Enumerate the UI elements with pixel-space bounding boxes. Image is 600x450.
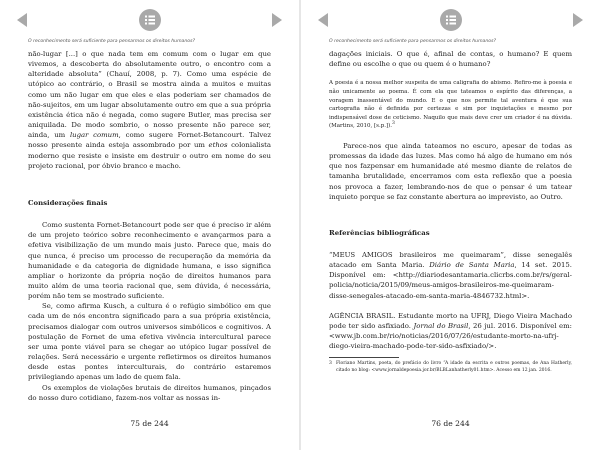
paragraph: Como sustenta Fornet-Betancourt pode ser que é preciso ir além de um projeto teórico sobre reconhecimento e avançarmos para a efetiva visibilização de um mundo mais justo. Parece que, mais do que nunca, é preciso um processo de recuperação da memória da humanidade e da categoria de dignidade humana, e isso significa ampliar o horizonte da própria noção de direitos humanos para muito além de uma teoria racional que, sem dúvida, é necessária, porém não tem se mostrado suficiente. [28,221,271,301]
prev-page-button[interactable] [315,11,331,29]
footnote-reference[interactable]: 3 [392,121,395,127]
paragraph: Se, como afirma Kusch, a cultura é o refúgio simbólico em que cada um de nós encontra significado para a sua própria existência, precisamos dialogar com outros universos simbólicos e cognitivos. A postulação de Fornet de uma efetiva vivência intercultural parece ser uma ponte viável para se chegar ao utópico lugar possível de relações. Será necessário e urgente refletirmos os direitos humanos desde estas pontes interculturais, do contrário estaremos privilegiando apenas um lado de quem fala. [28,302,271,382]
page-number: 76 de 244 [431,419,470,428]
right-page [301,0,600,450]
reference-entry: “MEUS AMIGOS brasileiros me queimaram”, disse senegalês atacado em Santa Maria. Diário de Santa Maria, 14 set. 2015. Disponível em: <http://diariodesantamaria.clicrbs.com.br/rs/geral-policia/noticia/2015/09/meus-amigos-brasileiros-me-queimaram-disse-senegales-atacado-em-santa-maria-4846732.html>. [329,250,572,300]
references-heading: Referências bibliográficas [329,228,430,237]
running-head: O reconhecimento será suficiente para pensarmos os direitos humanos? [329,39,496,44]
contents-menu-button[interactable] [139,9,161,31]
chevron-right-icon [271,12,283,28]
page-number: 75 de 244 [130,419,169,428]
paragraph: Parece-nos que ainda tateamos no escuro, apesar de todas as promessas da idade das luzes. Mas como há algo de humano em nós que nos fazpensar em humanidade até mesmo diante de relatos de tamanha brutalidade, encerramos com esta reflexão que a poesia nos provoca a fazer, lembrando-nos de que o pensar é um tatear inquieto porque se faz constante abertura ao imprevisto, ao Outro. [329,141,572,201]
prev-page-button[interactable] [14,11,30,29]
reference-list [329,250,572,351]
next-page-button[interactable] [570,11,586,29]
footnote-divider [329,357,399,358]
paragraph: não-lugar [...] o que nada tem em comum com o lugar em que vivemos, a descoberta do absolutamente outro, o encontro com a alteridade absoluta” (Chauí, 2008, p. 7). Como uma espécie de utópico ao contrário, o Brasil se mostra ainda a muitos e muitas como um não lugar em que eles e elas poderiam ser chamados de não-sujeitos, em um lugar absolutamente outro em que a sua própria existência ética não é negada, como sugere Butler, mas precisa ser aniquilada. De modo sombrio, o nosso presente não parece ser, ainda, um lugar comum, como sugere Fornet-Betancourt. Talvez nosso presente ainda esteja assombrado por um ethos colonialista moderno que resiste e insiste em destruir o outro em nome do seu projeto racional, por óbvio branco e macho. [28,50,271,170]
paragraph: Os exemplos de violações brutais de direitos humanos, pinçados do nosso duro cotidiano, fazem-nos voltar as nossas in- [28,383,271,402]
contents-menu-button[interactable] [440,9,462,31]
right-page-nav [301,0,600,40]
running-head: O reconhecimento será suficiente para pensarmos os direitos humanos? [28,39,195,44]
right-page-body [301,49,600,374]
block-quote: A poesia é a nossa melhor suspeita de uma caligrafia do abismo. Refiro-me à poesia e não unicamente ao poema. É com ela que tateamos o espírito das diferenças, a voragem inassentável do mundo. E o que nos permite tal aventura é que sua cartografia não é definida por certezas e sim por inquietações e mesmo por indispensável dose de ceticismo. Naquilo que mais deve crer um criador é na dúvida. (Martins, 2010, [s.p.]).$^3$ [329,80,572,130]
table-of-contents-icon [144,14,156,26]
section-heading: Considerações finais [28,198,108,207]
footnote: 3 Floriano Martins, poeta, do prefácio do livro “A idade da escrita e outros poemas, de Ana Hatherly, citado no blog: <www.jornaldepoesia.jor.br/BLBLanhatherly01.htm>. Acesso em 12 jan. 2016. [329,361,572,373]
chevron-right-icon [572,12,584,28]
left-page-nav [0,0,299,40]
left-page [0,0,299,450]
table-of-contents-icon [445,14,457,26]
paragraph: dagações iniciais. O que é, afinal de contas, o humano? E quem define ou escolhe o que ou quem é o humano? [329,50,572,69]
reference-entry: AGÊNCIA BRASIL. Estudante morto na UFRJ, Diego Vieira Machado pode ter sido asfixiado. Jornal do Brasil, 26 jul. 2016. Disponível em: <www.jb.com.br/rio/noticias/2016/07/26/estudante-morto-na-ufrj-diego-vieira-machado-pode-ter-sido-asfixiado/>. [329,311,572,351]
next-page-button[interactable] [269,11,285,29]
chevron-left-icon [16,12,28,28]
chevron-left-icon [317,12,329,28]
left-page-body [0,49,299,403]
